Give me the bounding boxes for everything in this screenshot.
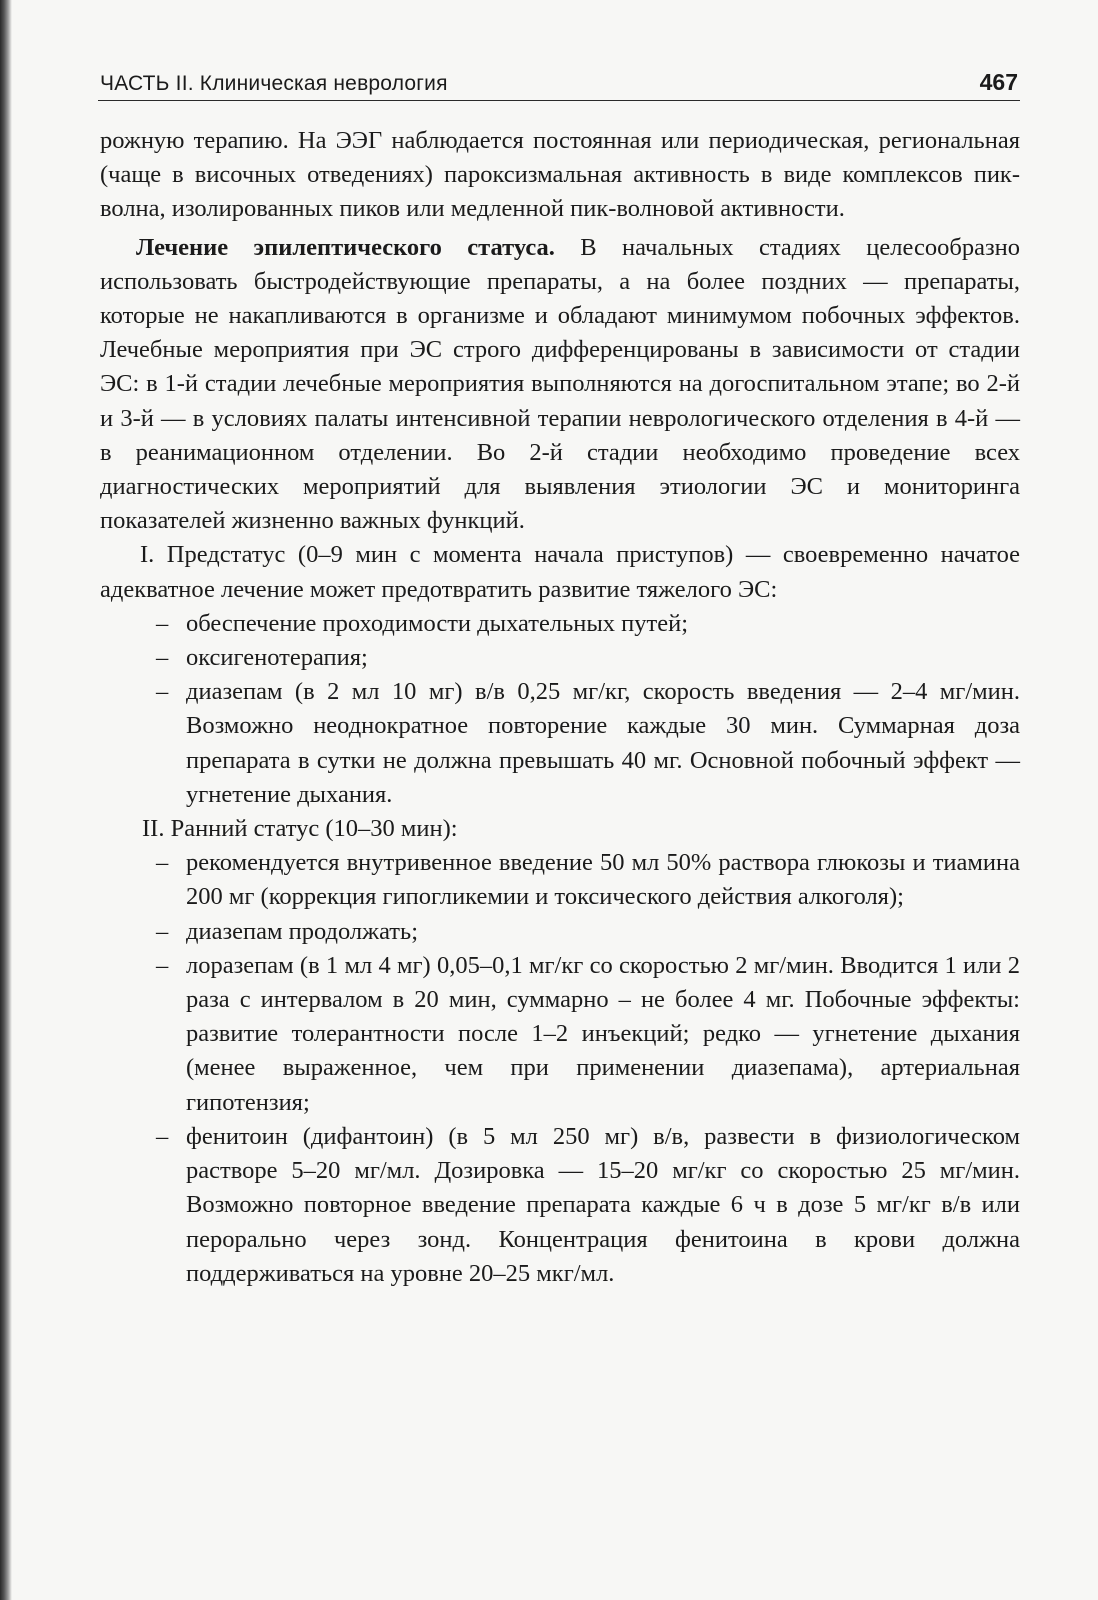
list-item: – диазепам (в 2 мл 10 мг) в/в 0,25 мг/кг, скорость введения — 2–4 мг/мин. Возможно неоднократное повторение каждые 30 мин. Суммарная доза препарата в сутки не должна превышать 40 мг. Основной побочный эффект — угнетение дыхания. xyxy=(186,675,1020,812)
list-item: – лоразепам (в 1 мл 4 мг) 0,05–0,1 мг/кг со скоростью 2 мг/мин. Вводится 1 или 2 раза с интервалом в 20 мин, суммарно – не более 4 мг. Побочные эффекты: развитие толерантности после 1–2 инъекций; редко — угнетение дыхания (менее выраженное, чем при применении диазепама), артериальная гипотензия; xyxy=(186,949,1020,1120)
stage-2-title: II. Ранний статус (10–30 мин): xyxy=(142,815,458,843)
running-head: ЧАСТЬ II. Клиническая неврология xyxy=(100,72,448,95)
treatment-paragraph xyxy=(100,231,1020,539)
intro-paragraph: рожную терапию. На ЭЭГ наблюдается постоянная или периодическая, региональная (чаще в височных отведениях) пароксизмальная активность в виде комплексов пик-волна, изолированных пиков или медленной пик-волновой активности. xyxy=(100,127,1020,223)
stage-2-list xyxy=(100,846,1020,1291)
list-item: – диазепам продолжать; xyxy=(186,915,1020,949)
page-binding-edge xyxy=(0,0,12,1600)
list-item: – оксигенотерапия; xyxy=(186,641,1020,675)
page-number: 467 xyxy=(979,69,1018,95)
treatment-heading: Лечение эпилептического статуса. xyxy=(136,233,555,261)
treatment-text: В начальных стадиях целесообразно использовать быстродействующие препараты, а на более поздних — препараты, которые не накапливаются в организме и обладают минимумом побочных эффектов. Лечебные мероприятия при ЭС строго дифференцированы в зависимости от стадии ЭС: в 1-й стадии лечебные мероприятия выполняются на догоспитальном этапе; во 2-й и 3-й — в условиях палаты интенсивной терапии неврологического отделения в 4-й — в реанимационном отделении. Во 2-й стадии необходимо проведение всех диагностических мероприятий для выявления этиологии ЭС и мониторинга показателей жизненно важных функций. xyxy=(100,233,1020,535)
stage-1-title: I. Предстатус (0–9 мин с момента начала приступов) — своевременно начатое адекватное лечение может предотвратить развитие тяжелого ЭС: xyxy=(100,541,1020,603)
stage-1-list xyxy=(100,607,1020,812)
page-body xyxy=(100,124,1020,1291)
list-item: – обеспечение проходимости дыхательных путей; xyxy=(186,607,1020,641)
page-header xyxy=(98,66,1020,101)
list-item: – фенитоин (дифантоин) (в 5 мл 250 мг) в/в, развести в физиологическом растворе 5–20 мг/мл. Дозировка — 15–20 мг/кг со скоростью 25 мг/мин. Возможно повторное введение препарата каждые 6 ч в дозе 5 мг/кг в/в или перорально через зонд. Концентрация фенитоина в крови должна поддерживаться на уровне 20–25 мкг/мл. xyxy=(186,1120,1020,1291)
list-item: – рекомендуется внутривенное введение 50 мл 50% раствора глюкозы и тиамина 200 мг (коррекция гипогликемии и токсического действия алкоголя); xyxy=(186,846,1020,914)
